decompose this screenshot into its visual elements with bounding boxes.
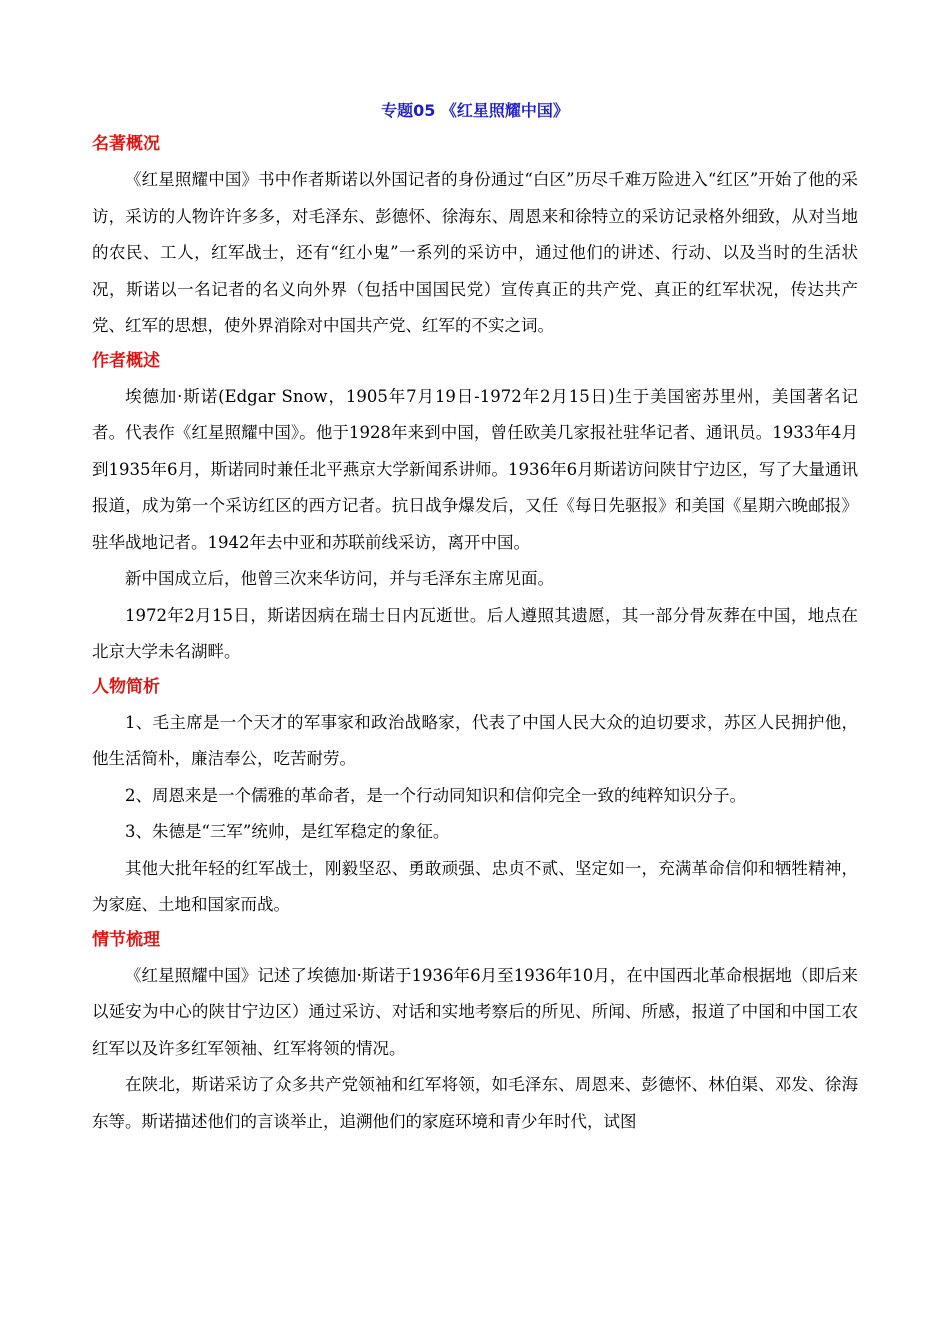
paragraph: 在陕北，斯诺采访了众多共产党领袖和红军将领，如毛泽东、周恩来、彭德怀、林伯渠、邓发、徐海东等。斯诺描述他们的言谈举止，追溯他们的家庭环境和青少年时代，试图 [92,1075,858,1131]
paragraph: 新中国成立后，他曾三次来华访问，并与毛泽东主席见面。 [125,569,554,588]
section-author [92,349,858,671]
page-title: 专题05 《红星照耀中国》 [381,101,569,120]
paragraph: 3、朱德是“三军”统帅，是红军稳定的象征。 [125,822,450,841]
paragraph: 其他大批年轻的红军战士，刚毅坚忍、勇敢顽强、忠贞不贰、坚定如一，充满革命信仰和牺牲精神，为家庭、土地和国家而战。 [92,858,858,914]
document-page [92,96,858,1140]
paragraph: 1、毛主席是一个天才的军事家和政治战略家，代表了中国人民大众的迫切要求，苏区人民拥护他，他生活简朴，廉洁奉公，吃苦耐劳。 [92,712,858,768]
section-heading: 作者概述 [92,350,160,371]
paragraph: 1972年2月15日，斯诺因病在瑞士日内瓦逝世。后人遵照其遗愿，其一部分骨灰葬在中国，地点在北京大学未名湖畔。 [92,605,858,661]
paragraph: 2、周恩来是一个儒雅的革命者，是一个行动同知识和信仰完全一致的纯粹知识分子。 [125,785,746,805]
paragraph: 埃德加·斯诺(Edgar Snow，1905年7月19日-1972年2月15日)生于美国密苏里州，美国著名记者。代表作《红星照耀中国》。他于1928年来到中国，曾任欧美几家报社驻华记者、通讯员。1933年4月到1935年6月，斯诺同时兼任北平燕京大学新闻系讲师。1936年6月斯诺访问陕甘宁边区，写了大量通讯报道，成为第一个采访红区的西方记者。抗日战争爆发后，又任《每日先驱报》和美国《星期六晚邮报》驻华战地记者。1942年去中亚和苏联前线采访，离开中国。 [92,386,858,552]
section-heading: 情节梳理 [92,929,160,950]
section-heading: 人物简析 [92,676,160,697]
section-plot [92,928,858,1141]
paragraph: 《红星照耀中国》记述了埃德加·斯诺于1936年6月至1936年10月，在中国西北革命根据地（即后来以延安为中心的陕甘宁边区）通过采访、对话和实地考察后的所见、所闻、所感，报道了中国和中国工农红军以及许多红军领袖、红军将领的情况。 [92,965,858,1058]
section-heading: 名著概况 [92,134,160,154]
section-characters [92,675,858,924]
section-overview [92,132,858,345]
paragraph: 《红星照耀中国》书中作者斯诺以外国记者的身份通过“白区”历尽千难万险进入“红区”开始了他的采访，采访的人物许许多多，对毛泽东、彭德怀、徐海东、周恩来和徐特立的采访记录格外细致，从对当地的农民、工人，红军战士，还有“红小鬼”一系列的采访中，通过他们的讲述、行动、以及当时的生活状况，斯诺以一名记者的名义向外界（包括中国国民党）宣传真正的共产党、真正的红军状况，传达共产党、红军的思想，使外界消除对中国共产党、红军的不实之词。 [92,170,858,335]
